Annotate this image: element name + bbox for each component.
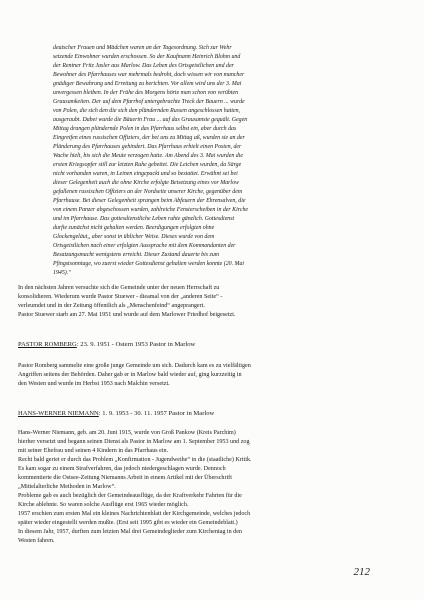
heading-dates: : 1. 9. 1953 - 30. 11. 1957 Pastor in Marlow	[98, 410, 215, 417]
paragraph-line: verleumdet und in der Zeitung öffentlich als „Menschenfeind“ angeprangert.	[18, 303, 205, 309]
paragraph-line: Pastor Stuewer starb am 27. Mai 1951 und wurde auf dem Marlower Friedhof beigesetzt.	[18, 312, 236, 318]
quote-line: von einem Panzer abgeschossen wurden, zahlreiche Fensterscheiben in der Kirche	[53, 207, 248, 213]
quote-line: unvergessen bleiben. In der Frühe des Morgens hörte man schon von verübten	[53, 90, 239, 96]
heading-name: HANS-WERNER NIEMANN	[18, 410, 99, 417]
paragraph-line: In den nächsten Jahren versuchte sich die Gemeinde unter der neuen Herrschaft zu	[18, 285, 220, 291]
paragraph-line: Probleme gab es auch bezüglich der Gemeindeausflüge, da der Kraftverkehr Fahrten für die	[18, 493, 242, 499]
paragraph-line: Hans-Werner Niemann, geb. am 20. Juni 1915, wurde von Groß Pankow (Kreis Parchim)	[18, 430, 236, 436]
paragraph-line: den Westen und wurde im Herbst 1953 nach Malchin versetzt.	[18, 381, 170, 387]
quote-line: deutscher Frauen und Mädchen waren an der Tagesordnung. Sich zur Wehr	[53, 45, 232, 51]
quote-line: Besatzungsmacht wenigstens erreicht. Dieser Zustand dauerte bis zum	[53, 252, 220, 258]
paragraph-line: hierher versetzt und begann seinen Dienst als Pastor in Marlow am 1. September 1953 und zog	[18, 439, 250, 445]
quote-line: Wache hielt, bis sich die Meute verzogen hatte. Am Abend des 3. Mai wurden die	[53, 153, 243, 159]
paragraph-line: Recht bald geriet er durch das Problem „Konfirmation - Jugendweihe“ in die (staatliche) Kritik.	[18, 457, 252, 463]
heading-name: PASTOR ROMBERG	[18, 341, 77, 348]
quote-line: setzende Einwohner wurden erschossen. So der Kaufmann Heinrich Blohm und	[53, 54, 241, 60]
quote-line: Pfarrhause. Bei dieser Gelegenheit sprangen beim Abfeuern der Ehrensalven, die	[53, 198, 246, 204]
section-heading-niemann	[18, 410, 214, 417]
quote-line: nicht vorhanden waren, in Leinen eingepackt und so bestattet. Erwähnt sei bei	[53, 171, 238, 177]
quote-line: von Polen, die sich den die sich den plündernden Russen angeschlossen hatten,	[53, 108, 240, 114]
quote-line: Pfingstsonntage, wo zuerst wieder Gottesdienst gehalten werden konnte (20. Mai	[53, 261, 245, 267]
quote-line: ersten Kriegsopfer still zur letzten Ruhe gebettet. Die Leichen wurden, da Särge	[53, 162, 242, 168]
paragraph-line: Westen fahren.	[18, 538, 55, 544]
paragraph-line: 1957 erschien zum ersten Mal ein kleines Nachrichtenblatt der Kirchgemeinde, welches jedoch	[18, 511, 251, 517]
quote-line: und im Pfarrhause. Das gottesdienstliche Leben ruhte gänzlich. Gottesdienst	[53, 216, 235, 222]
quote-line: durfte zunächst nicht gehalten werden. Beerdigungen erfolgten ohne	[53, 225, 215, 231]
quote-line: ausgeraubt. Dabei wurde die Bäuerin Frau ... auf das Grausamste gequält. Gegen	[53, 117, 248, 123]
paragraph-line: Es kam sogar zu einem Strafverfahren, das jedoch niedergeschlagen wurde. Dennoch	[18, 466, 226, 472]
quote-line: dieser Gelegenheit auch die ohne Kirche erfolgte Beisetzung eines vor Marlow	[53, 180, 239, 186]
section-heading-romberg	[18, 341, 195, 348]
paragraph-line: später wieder eingestellt werden mußte. (Erst seit 1995 gibt es wieder ein Gemeindeblatt.)	[18, 520, 238, 526]
paragraph-line: konsolidieren. Wiederum wurde Pastor Stuewer - dieamal von der „anderen Seite“ -	[18, 294, 223, 300]
paragraph-line: mit seiner Ehefrau und seinen 4 Kindern in das Pfarrhaus ein.	[18, 448, 169, 454]
paragraph-line: „Mittelalterliche Methoden in Marlow“.	[18, 484, 116, 490]
quote-line: gefallenen russischen Offiziers an der Nordseite unserer Kirche, gegenüber dem	[53, 189, 243, 195]
paragraph-line: Angriffen seitens der Behörden. Daher gab er in Marlow bald wieder auf, ging kurzzeitig in	[18, 372, 242, 378]
quote-line: gnädiger Bewahrung und Errettung zu berichten. Vor allem wird uns der 3. Mai	[53, 81, 242, 87]
quote-line: Grausamkeiten. Der auf dem Pfarrhof untergebrachte Treck der Bauern ... wurde	[53, 99, 245, 105]
paragraph-line: Kirche ablehnte. So waren solche Ausflüge erst 1965 wieder möglich.	[18, 502, 189, 508]
page-number: 212	[353, 566, 370, 578]
quote-line: Glockengeläut,, aber sonst in üblicher Weise. Dieses wurde von dem	[53, 234, 215, 240]
paragraph-line: In diesem Jahr, 1957, durften zum letzten Mal drei Gemeindeglieder zum Kirchentag in den	[18, 529, 242, 535]
quote-line: Eingreifen eines russischen Offiziers, der bei uns zu Mittag aß, wurden sie an der	[53, 135, 245, 141]
heading-dates: : 23. 9. 1951 - Ostern 1953 Pastor in Marlow	[76, 341, 196, 348]
quote-line: Mittag drangen plündernde Polen in das Pfarrhaus selbst ein, aber durch das	[53, 126, 237, 132]
paragraph-line: kommentierte die Ostsee-Zeitung Niemanns Arbeit in einem Artikel mit der Überschrift	[18, 475, 232, 481]
quote-line: Ortsgeistlichen nach einer erfolgten Aussprache mit dem Kommandanten der	[53, 243, 236, 249]
quote-line: 1945)."	[53, 270, 71, 276]
quote-line: Plünderung des Pfarrhauses gehindert. Das Pfarrhaus erhielt einen Posten, der	[53, 144, 242, 150]
paragraph-line: Pastor Romberg sammelte eine große junge Gemeinde um sich. Dadurch kam es zu vielfältigen	[18, 363, 251, 369]
quote-line: Bewohner des Pfarrhauses war mehrmals bedroht, doch wissen wir von mancher	[53, 72, 245, 78]
quote-line: der Rentner Fritz Jasler aus Marlow. Das Leben des Ortsgeistlichen und der	[53, 63, 234, 69]
